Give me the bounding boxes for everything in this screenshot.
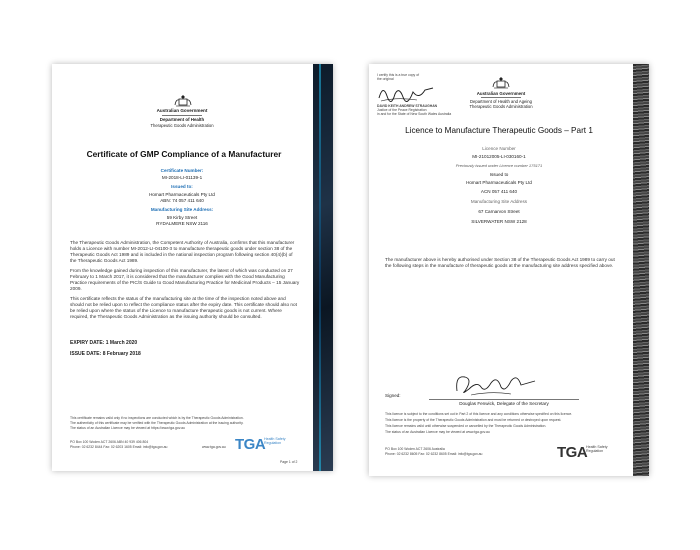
footnote-3: This licence remains valid until otherwise suspended or cancelled by the Therapeutic Goods Administration.	[385, 424, 547, 428]
site-address-label: Manufacturing Site Address	[470, 199, 528, 204]
company-abn: ABN: 74 057 411 640	[160, 198, 204, 203]
licence-number: MI-21012005-LI-030160-1	[472, 154, 526, 159]
tga-tagline: Health Safety Regulation	[264, 437, 286, 445]
government-name: Australian Government	[156, 108, 208, 113]
tga-tagline: Health Safety Regulation	[586, 445, 608, 453]
site-street: 59 Kirby Street	[166, 215, 198, 220]
previous-licence: Previously issued under Licence number 175171	[455, 163, 543, 168]
issued-to-label: Issued to	[489, 172, 509, 177]
footnote-2: The authenticity of this certificate may be verified with the Therapeutic Goods Administration at the issuing authority.	[70, 421, 244, 425]
certificate-number-label: Certificate Number:	[160, 168, 204, 173]
contact-address: PO Box 100 Woden ACT 2606 Australia	[385, 447, 445, 451]
footnote-4: The status of an Australian Licence may be viewed at www.tga.gov.au	[385, 430, 490, 434]
expiry-date: EXPIRY DATE: 1 March 2020	[70, 340, 138, 346]
contact-details: Phone: 02 6232 8444 Fax: 02 6203 1605 Email: info@tga.gov.au	[70, 445, 168, 449]
gmp-certificate-page	[52, 64, 333, 471]
footnote-1: This licence is subject to the conditions set out in Part 2 of this licence and any conditions otherwise specified on this licence.	[385, 412, 573, 416]
company-name: Homart Pharmaceuticals Pty Ltd	[149, 192, 215, 197]
department-name: Department of Health	[159, 117, 205, 122]
footnote-3: The status of an Australian Licence may be viewed at https://www.tga.gov.au	[70, 426, 185, 430]
secretary-signature-icon	[451, 369, 541, 399]
authorisation-paragraph: The manufacturer above is hereby authorised under Section 38 of the Therapeutic Goods Act 1989 to carry out the following steps in the manufacture of therapeutic goods at the manufacturing site address specified above.	[385, 257, 615, 268]
signatory-name: Douglas Fenwick, Delegate of the Secretary	[459, 401, 549, 406]
site-address-label: Manufacturing Site Address:	[150, 207, 214, 212]
decorative-band	[633, 64, 649, 476]
jp-signature-icon	[377, 82, 437, 104]
certify-line-1: I certify this is a true copy of	[377, 73, 420, 77]
site-street: 67 Carnarvon Street	[478, 209, 520, 214]
coat-of-arms-icon	[142, 94, 224, 107]
government-name: Australian Government	[476, 91, 526, 96]
agency-name: Therapeutic Goods Administration	[150, 123, 214, 128]
decorative-band	[313, 64, 333, 471]
site-suburb: SILVERWATER NSW 2128	[471, 219, 527, 224]
department-name: Department of Health and Ageing	[470, 99, 532, 104]
tga-logo: TGA	[557, 444, 588, 461]
paragraph-2: From the knowledge gained during inspection of this manufacturer, the latest of which was conducted on 27 February to 1 March 2017, it is considered that the manufacturer complies with the Good Manufacturing Practice requirements of the PIC/S Guide to Good Manufacturing Practice for Medicinal Products – 15 January 2009.	[70, 268, 300, 291]
agency-name: Therapeutic Goods Administration	[469, 104, 533, 109]
contact-address: PO Box 100 Woden ACT 2606 ABN 40 939 406 804	[70, 440, 149, 444]
certify-line-2: the original	[377, 77, 394, 81]
footnote-1: This certificate remains valid only if no inspections are conducted which is by the Therapeutic Goods Administration.	[70, 416, 244, 420]
issued-to-label: Issued to:	[171, 184, 193, 189]
page-title: Licence to Manufacture Therapeutic Goods – Part 1	[405, 126, 593, 135]
certificate-number: MI-2018-LI-01139-1	[161, 175, 203, 180]
signer-name: DAVID KEITH ANDREW STRAUGHAN	[377, 104, 438, 108]
licence-number-label: Licence Number	[482, 146, 516, 151]
footnote-2: This licence is the property of the Therapeutic Goods Administration and must be returned or destroyed upon request.	[385, 418, 562, 422]
signer-title-2: in and for the State of New South Wales Australia	[377, 112, 452, 116]
manufacture-licence-page	[369, 64, 649, 476]
page-title: Certificate of GMP Compliance of a Manufacturer	[86, 149, 282, 159]
paragraph-1: The Therapeutic Goods Administration, the Competent Authority of Australia, confirms that this manufacturer holds a Licence with number MI-2012-LI-04100-3 to manufacture therapeutic goods under section 38 of the Therapeutic Goods Act 1989 and is included in the national inspection program following section 40(4)(b) of the Therapeutic Goods Act 1989.	[70, 240, 295, 263]
company-acn: ACN 057 411 640	[480, 189, 518, 194]
contact-website: www.tga.gov.au	[202, 445, 226, 449]
paragraph-3: This certificate reflects the status of the manufacturing site at the time of the inspection noted above and should not be relied upon to reflect the compliance status after the expiry date. This certificate should also not be relied upon where the status of the Licence to manufacture therapeutic goods is not current. Where required, the Therapeutic Goods Administration as the issuing authority should be consulted.	[70, 296, 297, 319]
page-number: Page 1 of 2	[280, 460, 298, 464]
company-name: Homart Pharmaceuticals Pty Ltd	[466, 180, 532, 185]
signer-title-1: Justice of the Peace Registration	[377, 108, 427, 112]
signed-label: Signed:	[385, 393, 401, 398]
site-suburb: RYDALMERE NSW 2116	[156, 221, 208, 226]
contact-details: Phone: 02 6232 8605 Fax: 02 6232 8605 Email: info@tga.gov.au	[385, 452, 483, 456]
tga-logo: TGA	[235, 436, 266, 453]
coat-of-arms-icon	[481, 76, 521, 89]
issue-date: ISSUE DATE: 8 February 2018	[70, 351, 141, 357]
